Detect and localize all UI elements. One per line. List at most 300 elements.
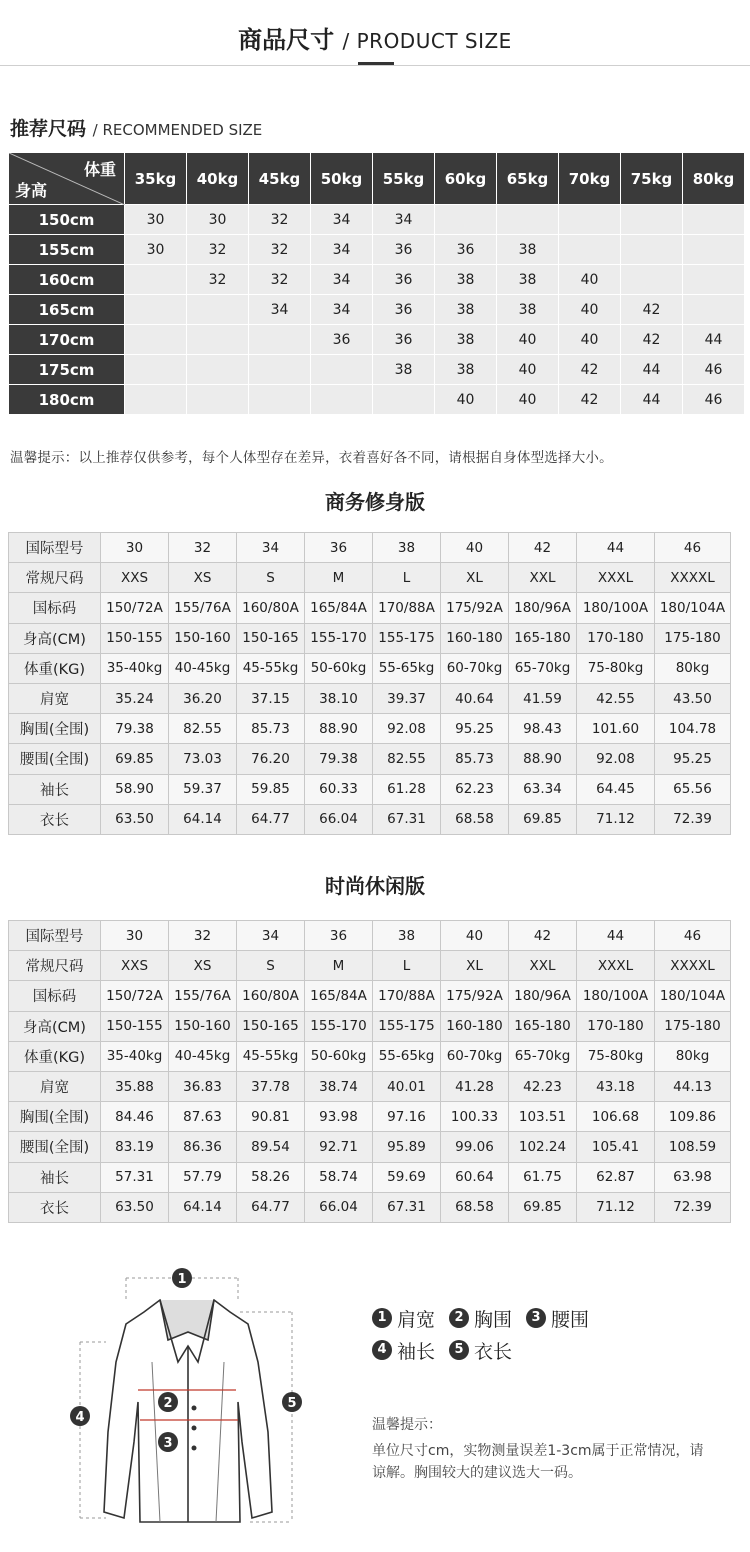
table-cell: 35-40kg <box>101 653 169 683</box>
size-cell: 38 <box>435 295 497 325</box>
svg-text:5: 5 <box>287 1396 297 1411</box>
table-cell: 38.74 <box>305 1071 373 1101</box>
title-en: / PRODUCT SIZE <box>342 29 512 53</box>
table-cell: 180/104A <box>655 593 731 623</box>
table-row <box>9 804 731 834</box>
table-cell: 57.31 <box>101 1162 169 1192</box>
table-cell: 64.77 <box>237 804 305 834</box>
table-cell: 39.37 <box>373 683 441 713</box>
table-cell: 63.98 <box>655 1162 731 1192</box>
size-cell <box>621 265 683 295</box>
size-cell: 32 <box>249 265 311 295</box>
marker-5-icon: 5 <box>449 1340 469 1360</box>
weight-header: 65kg <box>497 153 559 205</box>
table-cell: 60-70kg <box>441 1041 509 1071</box>
table-cell: XXL <box>509 563 577 593</box>
table-row <box>9 653 731 683</box>
table-cell: 84.46 <box>101 1102 169 1132</box>
marker-4-icon: 4 <box>372 1340 392 1360</box>
table-cell: 103.51 <box>509 1102 577 1132</box>
size-cell: 36 <box>373 235 435 265</box>
table-cell: 44 <box>577 921 655 951</box>
table-cell: 76.20 <box>237 744 305 774</box>
table-cell: 150/72A <box>101 981 169 1011</box>
table-cell: 44 <box>577 533 655 563</box>
legend-sleeve: 4 袖长 <box>372 1337 435 1364</box>
table-cell: 41.28 <box>441 1071 509 1101</box>
table-cell: 180/104A <box>655 981 731 1011</box>
table-cell: 160-180 <box>441 623 509 653</box>
table-cell: 80kg <box>655 1041 731 1071</box>
table-cell: 93.98 <box>305 1102 373 1132</box>
height-header: 175cm <box>9 355 125 385</box>
height-header: 155cm <box>9 235 125 265</box>
size-cell <box>683 295 745 325</box>
table-cell: 68.58 <box>441 804 509 834</box>
size-cell <box>435 205 497 235</box>
table-cell: 170/88A <box>373 981 441 1011</box>
table-row <box>9 683 731 713</box>
table-cell: 45-55kg <box>237 653 305 683</box>
table-cell: 35-40kg <box>101 1041 169 1071</box>
table-cell: 60.64 <box>441 1162 509 1192</box>
table-cell: XL <box>441 563 509 593</box>
table-row <box>9 533 731 563</box>
table-cell: 71.12 <box>577 804 655 834</box>
table-cell: 68.58 <box>441 1192 509 1222</box>
table-cell: 98.43 <box>509 714 577 744</box>
table-cell: 37.78 <box>237 1071 305 1101</box>
size-cell <box>311 385 373 415</box>
row-label: 胸围(全围) <box>9 714 101 744</box>
row-label: 国标码 <box>9 981 101 1011</box>
recommended-tip: 温馨提示：以上推荐仅供参考，每个人体型存在差异，衣着喜好各不同，请根据自身体型选择大小。 <box>10 450 613 466</box>
svg-text:4: 4 <box>75 1410 85 1425</box>
size-cell: 40 <box>559 325 621 355</box>
table-cell: XXXL <box>577 563 655 593</box>
table-cell: 55-65kg <box>373 1041 441 1071</box>
table-cell: 58.90 <box>101 774 169 804</box>
table-cell: 79.38 <box>305 744 373 774</box>
size-cell: 38 <box>497 235 559 265</box>
size-cell: 34 <box>373 205 435 235</box>
size-cell <box>125 325 187 355</box>
size-cell: 38 <box>435 325 497 355</box>
table-cell: 175/92A <box>441 593 509 623</box>
table-cell: 100.33 <box>441 1102 509 1132</box>
table-cell: 65.56 <box>655 774 731 804</box>
size-cell <box>187 295 249 325</box>
row-label: 体重(KG) <box>9 653 101 683</box>
casual-fit-table <box>8 920 731 1223</box>
table-cell: 72.39 <box>655 804 731 834</box>
size-cell <box>125 265 187 295</box>
size-cell: 30 <box>125 235 187 265</box>
size-cell <box>249 325 311 355</box>
table-cell: XXS <box>101 563 169 593</box>
table-row <box>9 744 731 774</box>
size-cell: 34 <box>311 265 373 295</box>
row-label: 腰围(全围) <box>9 1132 101 1162</box>
header-divider <box>0 65 750 66</box>
row-label: 胸围(全围) <box>9 1102 101 1132</box>
table-cell: 30 <box>101 921 169 951</box>
note-title: 温馨提示： <box>372 1417 442 1433</box>
table-cell: 180/100A <box>577 593 655 623</box>
table-cell: 65-70kg <box>509 1041 577 1071</box>
row-label: 身高(CM) <box>9 623 101 653</box>
table-cell: 57.79 <box>169 1162 237 1192</box>
table-cell: 180/96A <box>509 593 577 623</box>
weight-header: 45kg <box>249 153 311 205</box>
table-cell: 160-180 <box>441 1011 509 1041</box>
size-cell <box>125 295 187 325</box>
svg-text:3: 3 <box>163 1436 173 1451</box>
table-cell: 36.83 <box>169 1071 237 1101</box>
table-cell: 40 <box>441 921 509 951</box>
row-label: 国际型号 <box>9 921 101 951</box>
table-cell: 50-60kg <box>305 653 373 683</box>
table-cell: 59.85 <box>237 774 305 804</box>
table-cell: 67.31 <box>373 804 441 834</box>
table-cell: 87.63 <box>169 1102 237 1132</box>
table-cell: 73.03 <box>169 744 237 774</box>
page-header <box>0 0 750 66</box>
row-label: 衣长 <box>9 1192 101 1222</box>
weight-header: 35kg <box>125 153 187 205</box>
size-cell <box>187 385 249 415</box>
table-cell: XS <box>169 563 237 593</box>
size-cell: 44 <box>683 325 745 355</box>
table-cell: 37.15 <box>237 683 305 713</box>
table-cell: 46 <box>655 533 731 563</box>
table-cell: 83.19 <box>101 1132 169 1162</box>
casual-fit-title: 时尚休闲版 <box>325 874 425 898</box>
table-row <box>9 563 731 593</box>
table-cell: 38 <box>373 533 441 563</box>
table-cell: 32 <box>169 533 237 563</box>
table-cell: 89.54 <box>237 1132 305 1162</box>
weight-header: 70kg <box>559 153 621 205</box>
size-cell: 36 <box>373 325 435 355</box>
table-cell: 61.28 <box>373 774 441 804</box>
row-label: 袖长 <box>9 1162 101 1192</box>
table-cell: 40.64 <box>441 683 509 713</box>
measurement-legend <box>372 1302 742 1366</box>
table-cell: 104.78 <box>655 714 731 744</box>
table-cell: 160/80A <box>237 981 305 1011</box>
size-cell: 44 <box>621 385 683 415</box>
table-cell: 63.50 <box>101 804 169 834</box>
legend-length: 5 衣长 <box>449 1337 512 1364</box>
legend-shoulder: 1 肩宽 <box>372 1305 435 1332</box>
table-cell: 64.45 <box>577 774 655 804</box>
weight-header: 75kg <box>621 153 683 205</box>
table-cell: 35.24 <box>101 683 169 713</box>
table-cell: 40 <box>441 533 509 563</box>
size-cell: 42 <box>621 295 683 325</box>
size-cell: 40 <box>559 265 621 295</box>
table-cell: L <box>373 563 441 593</box>
size-cell: 34 <box>311 205 373 235</box>
row-label: 国际型号 <box>9 533 101 563</box>
corner-height-label: 身高 <box>15 181 48 200</box>
table-cell: 41.59 <box>509 683 577 713</box>
legend-waist: 3 腰围 <box>526 1305 589 1332</box>
table-row <box>9 1102 731 1132</box>
table-cell: 61.75 <box>509 1162 577 1192</box>
size-cell: 46 <box>683 355 745 385</box>
table-cell: 165-180 <box>509 1011 577 1041</box>
table-cell: 88.90 <box>305 714 373 744</box>
table-cell: 160/80A <box>237 593 305 623</box>
size-cell <box>683 205 745 235</box>
size-cell: 46 <box>683 385 745 415</box>
table-cell: 150-155 <box>101 623 169 653</box>
height-header: 150cm <box>9 205 125 235</box>
table-cell: 82.55 <box>169 714 237 744</box>
size-cell: 42 <box>559 355 621 385</box>
table-cell: 69.85 <box>509 1192 577 1222</box>
table-cell: 36 <box>305 533 373 563</box>
table-cell: 71.12 <box>577 1192 655 1222</box>
table-row <box>9 235 745 265</box>
size-cell: 38 <box>373 355 435 385</box>
table-row <box>9 593 731 623</box>
height-header: 160cm <box>9 265 125 295</box>
size-cell: 34 <box>311 295 373 325</box>
marker-3-icon: 3 <box>526 1308 546 1328</box>
marker-1-icon: 1 <box>372 1308 392 1328</box>
table-cell: 150-165 <box>237 623 305 653</box>
table-cell: 46 <box>655 921 731 951</box>
table-cell: 38.10 <box>305 683 373 713</box>
table-row <box>9 623 731 653</box>
table-cell: 62.23 <box>441 774 509 804</box>
table-cell: 180/96A <box>509 981 577 1011</box>
table-cell: 108.59 <box>655 1132 731 1162</box>
table-cell: 32 <box>169 921 237 951</box>
table-cell: 165/84A <box>305 981 373 1011</box>
size-cell <box>311 355 373 385</box>
size-cell: 32 <box>249 235 311 265</box>
table-cell: S <box>237 563 305 593</box>
table-cell: 79.38 <box>101 714 169 744</box>
weight-header: 50kg <box>311 153 373 205</box>
height-header: 180cm <box>9 385 125 415</box>
table-cell: 155-170 <box>305 1011 373 1041</box>
table-cell: M <box>305 563 373 593</box>
table-cell: 50-60kg <box>305 1041 373 1071</box>
legend-chest: 2 胸围 <box>449 1305 512 1332</box>
table-cell: 155/76A <box>169 593 237 623</box>
table-cell: 165/84A <box>305 593 373 623</box>
size-cell: 34 <box>249 295 311 325</box>
row-label: 常规尺码 <box>9 951 101 981</box>
table-row <box>9 205 745 235</box>
table-cell: 34 <box>237 533 305 563</box>
table-cell: 180/100A <box>577 981 655 1011</box>
table-cell: 42.55 <box>577 683 655 713</box>
size-cell <box>683 265 745 295</box>
table-cell: 40-45kg <box>169 1041 237 1071</box>
table-cell: 92.71 <box>305 1132 373 1162</box>
recommended-title <box>10 114 262 141</box>
size-cell: 40 <box>435 385 497 415</box>
table-cell: 59.69 <box>373 1162 441 1192</box>
weight-header: 55kg <box>373 153 435 205</box>
table-row <box>9 325 745 355</box>
table-cell: 155-175 <box>373 623 441 653</box>
table-cell: 106.68 <box>577 1102 655 1132</box>
table-cell: 170/88A <box>373 593 441 623</box>
table-cell: 66.04 <box>305 1192 373 1222</box>
table-cell: 75-80kg <box>577 1041 655 1071</box>
table-row <box>9 265 745 295</box>
table-cell: 43.50 <box>655 683 731 713</box>
table-cell: 64.14 <box>169 1192 237 1222</box>
table-row <box>9 951 731 981</box>
table-cell: 150-160 <box>169 1011 237 1041</box>
table-cell: XXXL <box>577 951 655 981</box>
size-cell: 30 <box>125 205 187 235</box>
table-cell: 42 <box>509 533 577 563</box>
size-cell: 36 <box>311 325 373 355</box>
size-cell <box>683 235 745 265</box>
table-cell: 170-180 <box>577 623 655 653</box>
table-cell: XS <box>169 951 237 981</box>
table-row <box>9 295 745 325</box>
height-header: 170cm <box>9 325 125 355</box>
table-cell: XXS <box>101 951 169 981</box>
table-cell: 64.77 <box>237 1192 305 1222</box>
row-label: 国标码 <box>9 593 101 623</box>
table-row <box>9 1192 731 1222</box>
table-row <box>9 1041 731 1071</box>
recommended-size-table <box>8 152 745 415</box>
size-cell: 40 <box>497 325 559 355</box>
row-label: 袖长 <box>9 774 101 804</box>
size-cell: 38 <box>435 355 497 385</box>
table-row <box>9 1011 731 1041</box>
table-cell: 42.23 <box>509 1071 577 1101</box>
table-cell: 170-180 <box>577 1011 655 1041</box>
title-cn: 商品尺寸 <box>238 26 335 54</box>
table-cell: 59.37 <box>169 774 237 804</box>
table-cell: 150-155 <box>101 1011 169 1041</box>
corner-weight-label: 体重 <box>83 160 116 179</box>
row-label: 腰围(全围) <box>9 744 101 774</box>
table-cell: 36.20 <box>169 683 237 713</box>
table-cell: 80kg <box>655 653 731 683</box>
size-cell: 32 <box>249 205 311 235</box>
svg-text:1: 1 <box>177 1272 187 1287</box>
size-cell <box>373 385 435 415</box>
size-cell <box>621 205 683 235</box>
size-cell <box>125 355 187 385</box>
table-row <box>9 1071 731 1101</box>
size-cell: 38 <box>497 265 559 295</box>
table-cell: 150-160 <box>169 623 237 653</box>
table-cell: 44.13 <box>655 1071 731 1101</box>
table-cell: 40.01 <box>373 1071 441 1101</box>
table-cell: 150-165 <box>237 1011 305 1041</box>
size-cell <box>187 355 249 385</box>
table-cell: 175/92A <box>441 981 509 1011</box>
size-cell <box>249 385 311 415</box>
table-cell: 55-65kg <box>373 653 441 683</box>
table-cell: 155/76A <box>169 981 237 1011</box>
table-cell: XXXXL <box>655 951 731 981</box>
size-cell <box>125 385 187 415</box>
table-row <box>9 774 731 804</box>
table-cell: 40-45kg <box>169 653 237 683</box>
recommended-title-cn: 推荐尺码 <box>10 118 87 140</box>
size-cell: 44 <box>621 355 683 385</box>
table-cell: L <box>373 951 441 981</box>
table-cell: S <box>237 951 305 981</box>
table-cell: 67.31 <box>373 1192 441 1222</box>
jacket-measurement-diagram <box>60 1262 320 1532</box>
size-cell: 30 <box>187 205 249 235</box>
table-cell: 86.36 <box>169 1132 237 1162</box>
size-cell: 40 <box>497 385 559 415</box>
size-cell: 36 <box>373 295 435 325</box>
size-cell: 42 <box>621 325 683 355</box>
table-row <box>9 921 731 951</box>
table-cell: 30 <box>101 533 169 563</box>
table-cell: 85.73 <box>441 744 509 774</box>
height-header: 165cm <box>9 295 125 325</box>
table-cell: 105.41 <box>577 1132 655 1162</box>
size-cell <box>187 325 249 355</box>
table-cell: 175-180 <box>655 1011 731 1041</box>
table-cell: 69.85 <box>101 744 169 774</box>
size-cell: 38 <box>435 265 497 295</box>
row-label: 常规尺码 <box>9 563 101 593</box>
size-cell <box>559 205 621 235</box>
business-fit-title: 商务修身版 <box>325 490 425 514</box>
table-row <box>9 355 745 385</box>
size-cell <box>249 355 311 385</box>
table-cell: 64.14 <box>169 804 237 834</box>
size-cell: 36 <box>373 265 435 295</box>
row-label: 体重(KG) <box>9 1041 101 1071</box>
size-cell: 40 <box>559 295 621 325</box>
size-cell <box>497 205 559 235</box>
table-cell: 35.88 <box>101 1071 169 1101</box>
table-cell: 90.81 <box>237 1102 305 1132</box>
table-row <box>9 981 731 1011</box>
table-cell: 69.85 <box>509 804 577 834</box>
row-label: 衣长 <box>9 804 101 834</box>
jacket-icon <box>60 1262 320 1532</box>
table-cell: 85.73 <box>237 714 305 744</box>
table-cell: 165-180 <box>509 623 577 653</box>
table-cell: 58.74 <box>305 1162 373 1192</box>
row-label: 肩宽 <box>9 1071 101 1101</box>
table-cell: 62.87 <box>577 1162 655 1192</box>
table-cell: 63.34 <box>509 774 577 804</box>
table-cell: 150/72A <box>101 593 169 623</box>
table-cell: 95.89 <box>373 1132 441 1162</box>
table-cell: 155-175 <box>373 1011 441 1041</box>
table-cell: 95.25 <box>655 744 731 774</box>
table-cell: 43.18 <box>577 1071 655 1101</box>
table-cell: 75-80kg <box>577 653 655 683</box>
weight-header: 40kg <box>187 153 249 205</box>
table-cell: 65-70kg <box>509 653 577 683</box>
